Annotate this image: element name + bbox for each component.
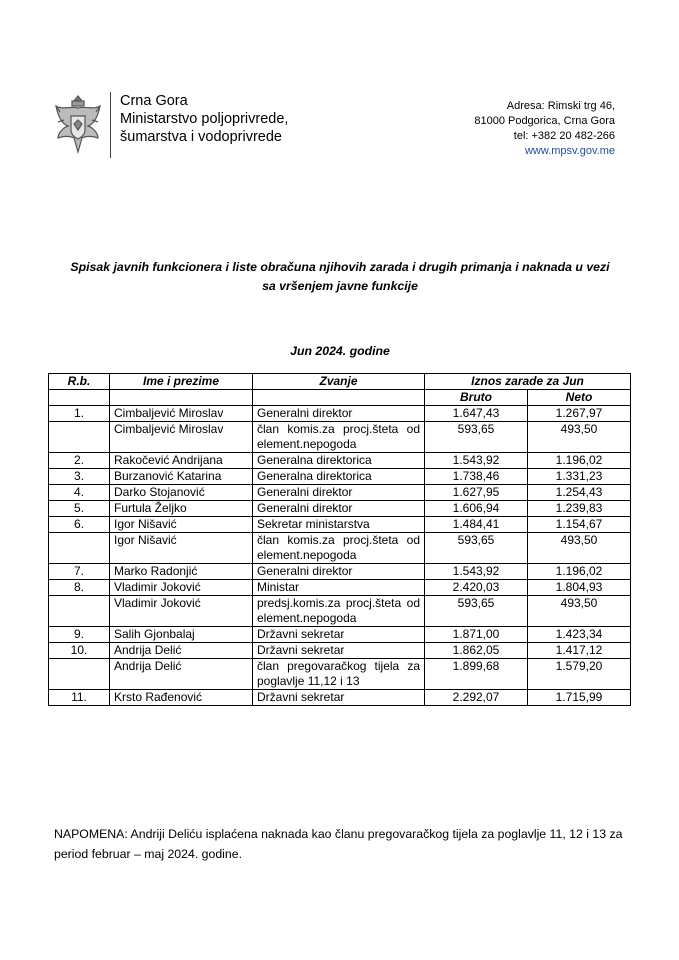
employee-name: Igor Nišavić — [110, 533, 253, 564]
period-heading: Jun 2024. godine — [290, 344, 390, 358]
job-title: Generalna direktorica — [253, 453, 425, 469]
employee-name: Igor Nišavić — [110, 517, 253, 533]
net-amount: 493,50 — [528, 596, 631, 627]
header-title: Zvanje — [253, 374, 425, 390]
row-number: 6. — [49, 517, 110, 533]
row-number: 1. — [49, 406, 110, 422]
table-row — [49, 422, 631, 453]
gross-amount: 1.871,00 — [425, 627, 528, 643]
net-amount: 1.196,02 — [528, 453, 631, 469]
net-amount: 1.239,83 — [528, 501, 631, 517]
table-row — [49, 659, 631, 690]
header-net: Neto — [528, 390, 631, 406]
job-title: Ministar — [253, 580, 425, 596]
row-number — [49, 533, 110, 564]
row-number: 2. — [49, 453, 110, 469]
title-line: Spisak javnih funkcionera i liste obračuna njihovih zarada i drugih primanja i naknada u vezi — [70, 260, 610, 274]
table-row — [49, 469, 631, 485]
header-amount: Iznos zarade za Jun — [425, 374, 631, 390]
net-amount: 493,50 — [528, 422, 631, 453]
employee-name: Rakočević Andrijana — [110, 453, 253, 469]
employee-name: Cimbaljević Miroslav — [110, 406, 253, 422]
phone-line: tel: +382 20 482-266 — [513, 130, 615, 142]
net-amount: 1.417,12 — [528, 643, 631, 659]
footnote: NAPOMENA: Andriji Deliću isplaćena naknada kao članu pregovaračkog tijela za poglavlje 11, 12 i 13 za period februar – maj 2024. godine. — [54, 827, 623, 861]
table-row — [49, 627, 631, 643]
row-number: 4. — [49, 485, 110, 501]
net-amount: 1.423,34 — [528, 627, 631, 643]
table-row — [49, 453, 631, 469]
job-title: član pregovaračkog tijela za poglavlje 11,12 i 13 — [253, 659, 425, 690]
org-line: šumarstva i vodoprivrede — [120, 129, 282, 145]
employee-name: Andrija Delić — [110, 643, 253, 659]
table-row — [49, 564, 631, 580]
row-number: 11. — [49, 690, 110, 706]
address-line: 81000 Podgorica, Crna Gora — [474, 115, 615, 127]
gross-amount: 1.627,95 — [425, 485, 528, 501]
job-title: Generalni direktor — [253, 406, 425, 422]
job-title: Državni sekretar — [253, 627, 425, 643]
job-title: Generalni direktor — [253, 485, 425, 501]
job-title: Državni sekretar — [253, 690, 425, 706]
table-row — [49, 406, 631, 422]
gross-amount: 1.606,94 — [425, 501, 528, 517]
coat-of-arms-icon — [52, 94, 104, 156]
net-amount: 1.715,99 — [528, 690, 631, 706]
employee-name: Cimbaljević Miroslav — [110, 422, 253, 453]
employee-name: Burzanović Katarina — [110, 469, 253, 485]
table-row — [49, 643, 631, 659]
employee-name: Marko Radonjić — [110, 564, 253, 580]
net-amount: 1.331,23 — [528, 469, 631, 485]
row-number — [49, 422, 110, 453]
row-number — [49, 659, 110, 690]
title-line: sa vršenjem javne funkcije — [262, 278, 418, 293]
employee-name: Furtula Željko — [110, 501, 253, 517]
gross-amount: 1.543,92 — [425, 453, 528, 469]
letterhead — [52, 88, 617, 163]
job-title: Generalni direktor — [253, 564, 425, 580]
header-empty — [110, 390, 253, 406]
website-link[interactable]: www.mpsv.gov.me — [524, 145, 615, 157]
employee-name: Salih Gjonbalaj — [110, 627, 253, 643]
org-line: Crna Gora — [120, 93, 188, 109]
net-amount: 1.254,43 — [528, 485, 631, 501]
net-amount: 1.267,97 — [528, 406, 631, 422]
gross-amount: 2.420,03 — [425, 580, 528, 596]
table-row — [49, 580, 631, 596]
row-number: 9. — [49, 627, 110, 643]
row-number: 8. — [49, 580, 110, 596]
row-number: 7. — [49, 564, 110, 580]
document-title — [40, 258, 640, 295]
job-title: član komis.za procj.šteta od element.nepogoda — [253, 422, 425, 453]
job-title: Generalni direktor — [253, 501, 425, 517]
employee-name: Darko Stojanović — [110, 485, 253, 501]
gross-amount: 1.484,41 — [425, 517, 528, 533]
ministry-name — [120, 92, 288, 146]
header-gross: Bruto — [425, 390, 528, 406]
table-row — [49, 501, 631, 517]
net-amount: 1.154,67 — [528, 517, 631, 533]
employee-name: Krsto Rađenović — [110, 690, 253, 706]
job-title: član komis.za procj.šteta od element.nepogoda — [253, 533, 425, 564]
table-row — [49, 485, 631, 501]
table-row — [49, 533, 631, 564]
employee-name: Vladimir Joković — [110, 580, 253, 596]
net-amount: 1.196,02 — [528, 564, 631, 580]
header-rb: R.b. — [49, 374, 110, 390]
employee-name: Andrija Delić — [110, 659, 253, 690]
job-title: Državni sekretar — [253, 643, 425, 659]
row-number: 3. — [49, 469, 110, 485]
address-line: Adresa: Rimski trg 46, — [506, 100, 615, 112]
gross-amount: 1.862,05 — [425, 643, 528, 659]
divider — [110, 92, 111, 158]
table-row — [49, 690, 631, 706]
gross-amount: 593,65 — [425, 533, 528, 564]
row-number: 5. — [49, 501, 110, 517]
gross-amount: 1.647,43 — [425, 406, 528, 422]
net-amount: 493,50 — [528, 533, 631, 564]
gross-amount: 1.899,68 — [425, 659, 528, 690]
gross-amount: 593,65 — [425, 422, 528, 453]
net-amount: 1.804,93 — [528, 580, 631, 596]
gross-amount: 2.292,07 — [425, 690, 528, 706]
table-row — [49, 517, 631, 533]
employee-name: Vladimir Joković — [110, 596, 253, 627]
net-amount: 1.579,20 — [528, 659, 631, 690]
gross-amount: 593,65 — [425, 596, 528, 627]
row-number — [49, 596, 110, 627]
header-empty — [49, 390, 110, 406]
org-line: Ministarstvo poljoprivrede, — [120, 111, 289, 127]
header-empty — [253, 390, 425, 406]
table-row — [49, 596, 631, 627]
row-number: 10. — [49, 643, 110, 659]
job-title: predsj.komis.za procj.šteta od element.nepogoda — [253, 596, 425, 627]
gross-amount: 1.543,92 — [425, 564, 528, 580]
job-title: Sekretar ministarstva — [253, 517, 425, 533]
header-name: Ime i prezime — [110, 374, 253, 390]
contact-block — [474, 99, 615, 159]
salary-table — [48, 373, 631, 706]
job-title: Generalna direktorica — [253, 469, 425, 485]
gross-amount: 1.738,46 — [425, 469, 528, 485]
